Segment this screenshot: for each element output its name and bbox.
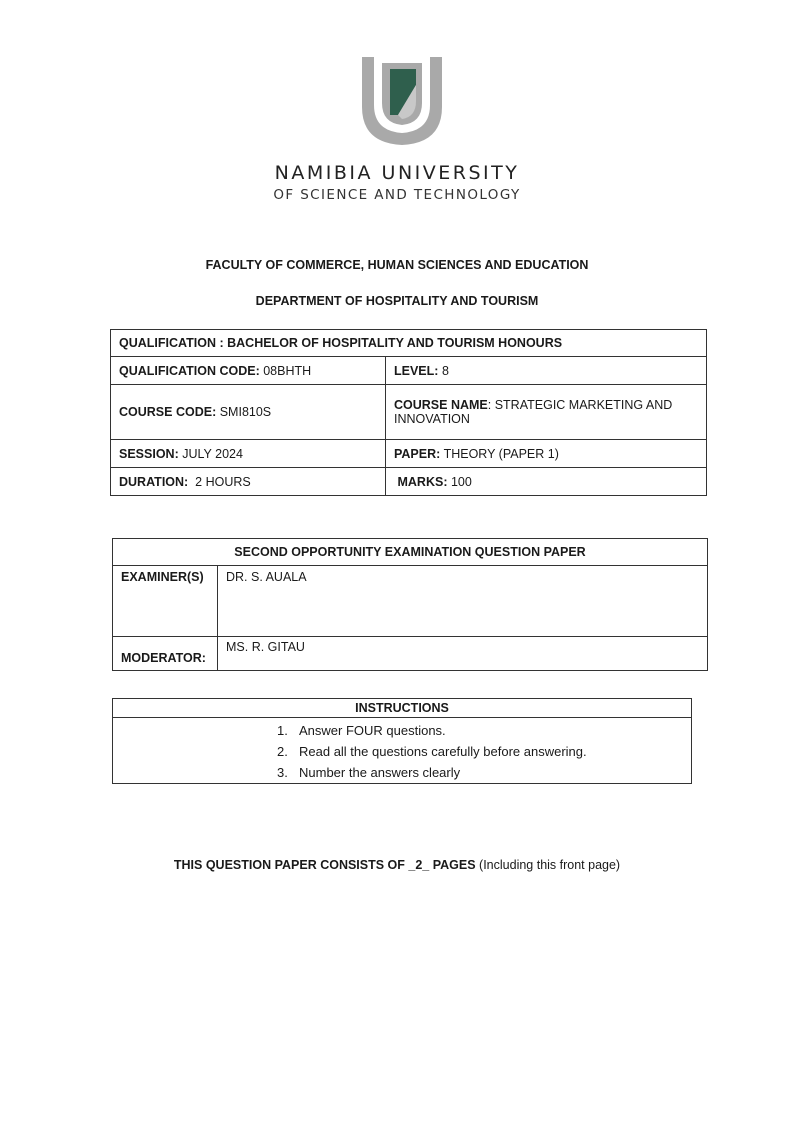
course-name-value: : STRATEGIC MARKETING AND INNOVATION [394,398,673,426]
instruction-item [277,762,691,783]
department-heading: DEPARTMENT OF HOSPITALITY AND TOURISM [255,294,539,308]
duration-cell [111,468,386,496]
instruction-number: 1. [277,723,288,738]
level-value: 8 [441,363,449,378]
marks-cell [386,468,707,496]
duration-label: DURATION: [119,474,189,489]
qualification-value: BACHELOR OF HOSPITALITY AND TOURISM HONOURS [227,336,563,350]
course-code-value: SMI810S [219,405,272,419]
instruction-item [277,720,691,741]
instructions-body [113,718,692,784]
qualification-cell [111,330,707,357]
course-code-cell [111,385,386,440]
qualification-table [110,329,707,496]
instruction-item [277,741,691,762]
nust-shield-logo-icon [358,55,446,147]
course-name-label: COURSE NAME [394,398,488,412]
examiner-value: DR. S. AUALA [218,566,708,637]
qualification-code-value: 08BHTH [263,363,312,378]
course-code-label: COURSE CODE: [119,405,217,419]
course-name-cell [386,385,707,440]
page-count-note [0,858,794,872]
faculty-heading: FACULTY OF COMMERCE, HUMAN SCIENCES AND EDUCATION [205,258,589,272]
instructions-table [112,698,692,784]
instructions-list [113,720,691,783]
paper-value: THEORY (PAPER 1) [443,446,559,461]
qualification-label: QUALIFICATION : [119,336,224,350]
paper-cell [386,440,707,468]
instructions-title: INSTRUCTIONS [113,699,692,718]
moderator-label: MODERATOR: [113,637,218,671]
qualification-code-label: QUALIFICATION CODE: [119,363,260,378]
page-count-note-text: (Including this front page) [479,858,621,872]
duration-value: 2 HOURS [195,474,251,489]
marks-label: MARKS: [397,474,448,489]
moderator-value: MS. R. GITAU [218,637,708,671]
paper-label: PAPER: [394,446,441,461]
session-value: JULY 2024 [182,446,243,461]
qualification-code-cell [111,357,386,385]
instruction-text: Number the answers clearly [299,765,461,780]
session-label: SESSION: [119,446,179,461]
university-name: NAMIBIA UNIVERSITY [274,162,520,184]
university-subtitle: OF SCIENCE AND TECHNOLOGY [273,187,521,203]
instruction-number: 3. [277,765,288,780]
instruction-number: 2. [277,744,288,759]
examination-table [112,538,708,671]
page-count-bold: THIS QUESTION PAPER CONSISTS OF _2_ PAGES [173,858,476,872]
marks-value: 100 [450,474,472,489]
instruction-text: Answer FOUR questions. [299,723,446,738]
level-label: LEVEL: [394,363,439,378]
instruction-text: Read all the questions carefully before answering. [299,744,587,759]
session-cell [111,440,386,468]
level-cell [386,357,707,385]
examiner-label: EXAMINER(S) [113,566,218,637]
exam-title: SECOND OPPORTUNITY EXAMINATION QUESTION PAPER [113,539,708,566]
